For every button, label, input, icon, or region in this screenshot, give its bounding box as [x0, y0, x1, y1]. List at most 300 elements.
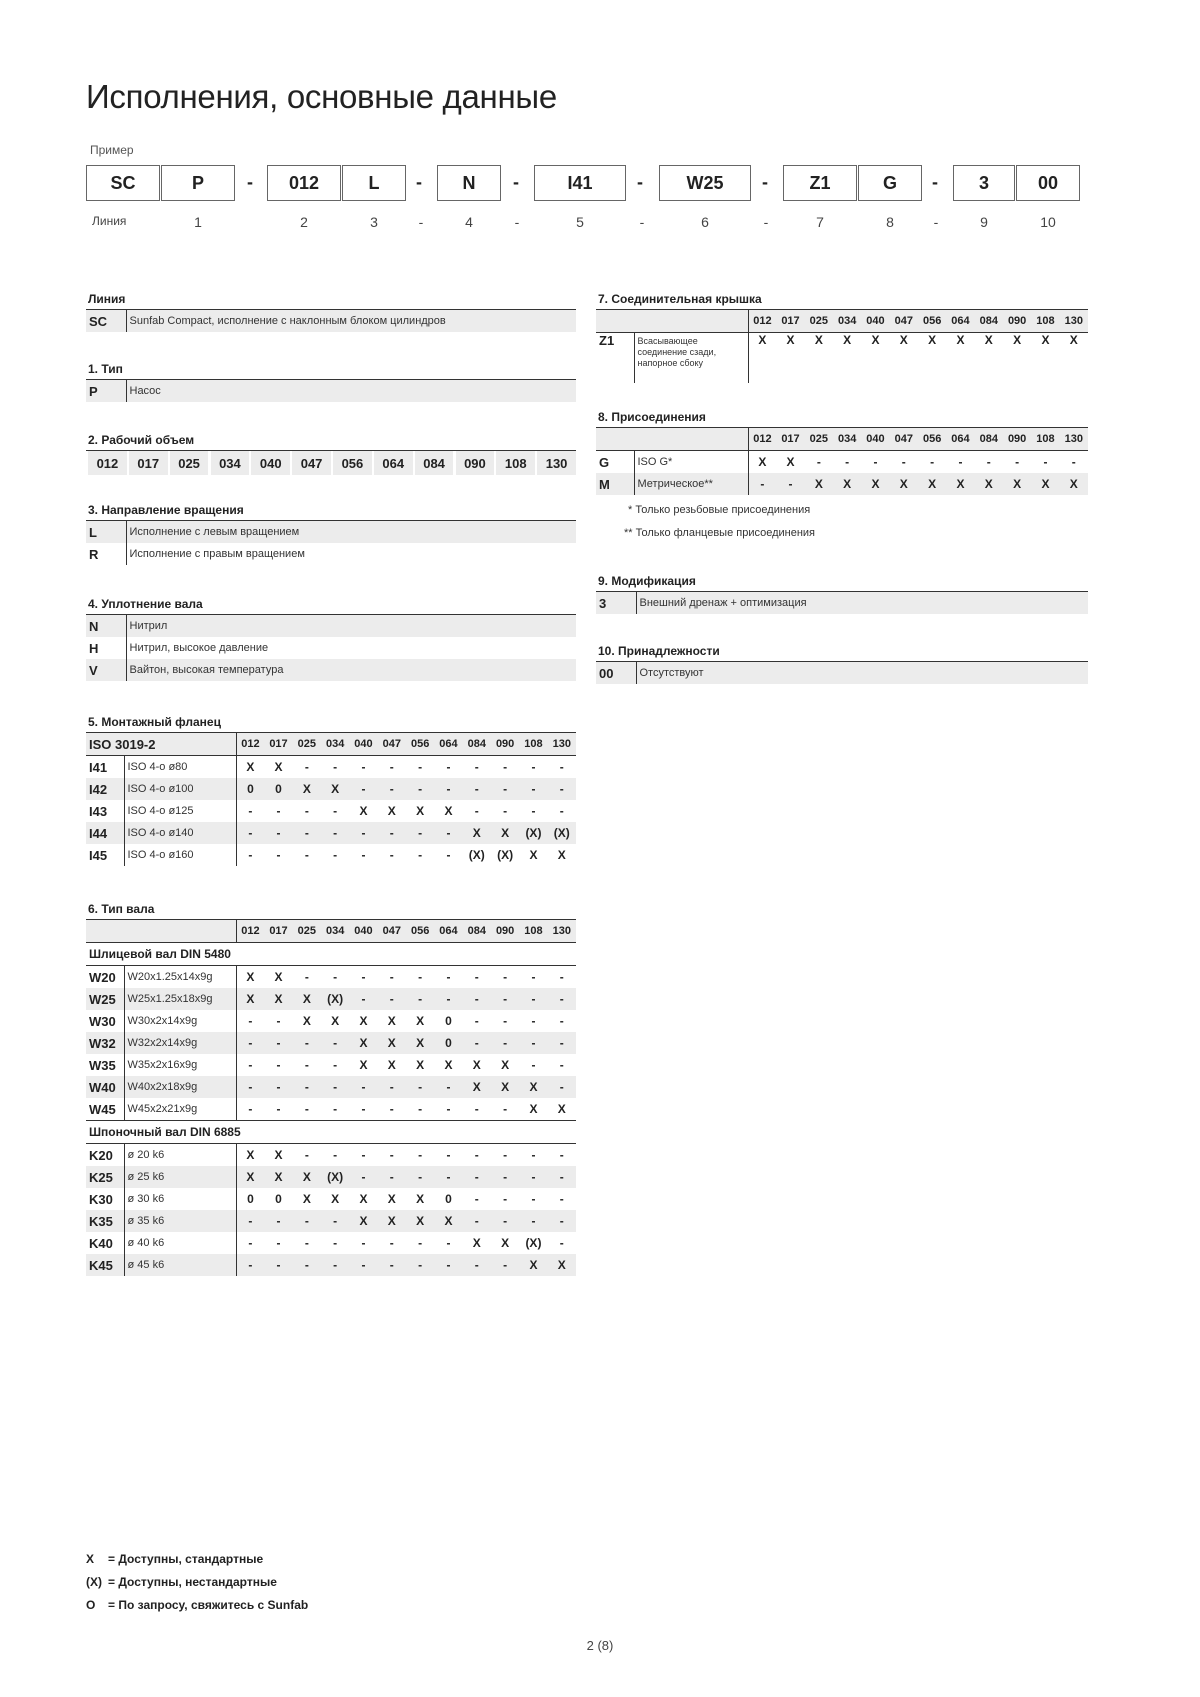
option-code: W30	[89, 1013, 116, 1029]
availability-mark: -	[748, 473, 776, 495]
availability-mark: -	[389, 760, 394, 774]
availability-mark: X	[359, 1058, 368, 1072]
option-code: I43	[89, 803, 108, 819]
code-box-volume: 012	[267, 165, 341, 201]
page-number: 2 (8)	[586, 1638, 614, 1653]
availability-mark: -	[349, 988, 377, 1010]
size-header: 056	[918, 310, 946, 333]
availability-mark: X	[406, 1210, 434, 1232]
availability-mark: X	[274, 760, 283, 774]
option-description: Вайтон, высокая температура	[126, 659, 576, 681]
availability-mark: X	[321, 778, 349, 800]
availability-mark: -	[333, 1058, 338, 1072]
cover-table	[596, 309, 1088, 383]
availability-mark: -	[559, 1236, 564, 1250]
availability-mark: X	[975, 473, 1003, 495]
code-position-label: -	[933, 214, 939, 230]
availability-mark: -	[503, 1192, 508, 1206]
availability-mark: X	[1069, 333, 1078, 347]
availability-mark: -	[434, 1166, 462, 1188]
option-description: Sunfab Compact, исполнение с наклонным блоком цилиндров	[126, 310, 576, 333]
section-title-connection: 8. Присоединения	[598, 410, 706, 424]
availability-mark: -	[321, 1254, 349, 1276]
size-header: 040	[349, 920, 377, 943]
availability-mark: -	[474, 1192, 479, 1206]
option-description: ISO G*	[634, 451, 748, 474]
option-code: N	[86, 615, 126, 638]
availability-mark: X	[501, 1236, 510, 1250]
size-header: 056	[918, 428, 946, 451]
availability-mark: -	[519, 778, 547, 800]
size-header: 084	[463, 920, 491, 943]
availability-mark: X	[463, 1076, 491, 1098]
table-row	[86, 1232, 576, 1254]
code-box-shaft: W25	[659, 165, 751, 201]
option-code: H	[89, 640, 99, 656]
availability-mark: -	[491, 988, 519, 1010]
availability-mark: -	[276, 1058, 281, 1072]
availability-mark: -	[548, 988, 576, 1010]
table-row	[86, 1076, 576, 1098]
availability-mark: -	[873, 455, 878, 469]
availability-mark: X	[264, 988, 292, 1010]
availability-mark: -	[361, 848, 366, 862]
option-code: 00	[596, 662, 636, 685]
availability-mark: -	[304, 1236, 309, 1250]
option-description: ø 45 k6	[124, 1254, 236, 1276]
code-dash: -	[513, 172, 519, 192]
option-code: W25	[86, 988, 124, 1010]
availability-mark: -	[548, 1210, 576, 1232]
availability-mark: X	[491, 1076, 519, 1098]
size-header: 090	[1003, 310, 1031, 333]
availability-mark: -	[406, 1254, 434, 1276]
option-description: Отсутствуют	[636, 662, 1088, 685]
code-box-accessories: 00	[1016, 165, 1080, 201]
option-code: K25	[86, 1166, 124, 1188]
connection-table	[596, 427, 1088, 495]
code-box-flange: I41	[534, 165, 626, 201]
volume-size-cell: 056	[331, 451, 372, 475]
availability-mark: -	[930, 455, 935, 469]
availability-mark: X	[416, 1192, 425, 1206]
option-description: Исполнение с левым вращением	[126, 521, 576, 544]
availability-mark: X	[491, 822, 519, 844]
legend-text: = Доступны, стандартные	[108, 1552, 264, 1566]
size-header: 012	[748, 428, 776, 451]
availability-mark: -	[463, 778, 491, 800]
code-box-line: SC	[86, 165, 160, 201]
line-table	[86, 309, 576, 332]
availability-mark: X	[349, 1210, 377, 1232]
option-code: V	[86, 659, 126, 681]
availability-mark: -	[276, 1014, 281, 1028]
table-subheading-row	[86, 943, 576, 966]
volume-size-cell: 040	[249, 451, 290, 475]
table-header-row	[596, 428, 1088, 451]
option-code: SC	[86, 310, 126, 333]
option-description: W32x2x14x9g	[124, 1032, 236, 1054]
code-box-rotation: L	[342, 165, 406, 201]
availability-mark: -	[321, 1210, 349, 1232]
availability-mark: -	[418, 1148, 423, 1162]
availability-mark: X	[1041, 333, 1050, 347]
availability-mark: X	[984, 333, 993, 347]
size-header: 047	[890, 428, 918, 451]
availability-mark: -	[776, 473, 804, 495]
availability-mark: -	[389, 970, 394, 984]
option-code: W40	[86, 1076, 124, 1098]
availability-mark: X	[434, 1210, 462, 1232]
availability-mark: -	[446, 1236, 451, 1250]
availability-mark: X	[406, 1032, 434, 1054]
section-title-seal: 4. Уплотнение вала	[88, 597, 203, 611]
availability-mark: X	[918, 473, 946, 495]
availability-mark: -	[559, 1058, 564, 1072]
footnote: ** Только фланцевые присоединения	[624, 527, 816, 539]
availability-mark: X	[274, 970, 283, 984]
availability-mark: -	[378, 778, 406, 800]
availability-mark: -	[559, 804, 564, 818]
size-header: 025	[293, 920, 321, 943]
availability-mark: (X)	[468, 848, 485, 862]
availability-mark: -	[276, 1236, 281, 1250]
availability-mark: -	[361, 1148, 366, 1162]
availability-mark: -	[418, 1102, 423, 1116]
availability-mark: -	[236, 1098, 264, 1121]
availability-mark: -	[446, 1148, 451, 1162]
availability-mark: -	[418, 970, 423, 984]
availability-mark: X	[805, 473, 833, 495]
type-table	[86, 379, 576, 402]
table-row	[86, 1098, 576, 1121]
availability-mark: -	[434, 1076, 462, 1098]
availability-mark: X	[871, 333, 880, 347]
availability-mark: -	[519, 1166, 547, 1188]
availability-mark: X	[236, 756, 264, 779]
size-header: 034	[321, 733, 349, 756]
code-position-label: 2	[300, 214, 308, 230]
code-position-label: 4	[465, 214, 473, 230]
availability-mark: X	[1060, 473, 1088, 495]
option-code: W32	[86, 1032, 124, 1054]
size-header: 034	[321, 920, 349, 943]
option-description: ISO 4-о ø140	[124, 822, 236, 844]
code-position-label: Линия	[92, 214, 127, 228]
availability-mark: X	[349, 1032, 377, 1054]
availability-mark: -	[304, 1058, 309, 1072]
availability-mark: -	[333, 970, 338, 984]
option-code: W45	[89, 1101, 116, 1117]
option-description: ø 25 k6	[124, 1166, 236, 1188]
availability-mark: X	[843, 333, 852, 347]
seal-table	[86, 614, 576, 681]
availability-mark: (X)	[497, 848, 514, 862]
availability-mark: -	[531, 970, 536, 984]
availability-mark: X	[302, 1014, 311, 1028]
size-header: 017	[776, 310, 804, 333]
option-description: W30x2x14x9g	[124, 1010, 236, 1032]
availability-mark: -	[349, 1166, 377, 1188]
availability-mark: -	[406, 1076, 434, 1098]
availability-mark: X	[274, 1148, 283, 1162]
option-code: R	[89, 546, 99, 562]
rotation-table	[86, 520, 576, 565]
availability-mark: -	[548, 1032, 576, 1054]
availability-mark: X	[359, 1014, 368, 1028]
option-description: ø 40 k6	[124, 1232, 236, 1254]
availability-mark: X	[416, 804, 425, 818]
availability-mark: 0	[275, 1192, 282, 1206]
availability-mark: X	[444, 804, 453, 818]
table-row	[86, 1188, 576, 1210]
size-header: 064	[434, 733, 462, 756]
size-header: 090	[491, 920, 519, 943]
availability-mark: -	[474, 760, 479, 774]
footnote: * Только резьбовые присоединения	[628, 504, 811, 516]
availability-mark: -	[389, 1236, 394, 1250]
availability-mark: X	[928, 333, 937, 347]
availability-mark: -	[474, 804, 479, 818]
accessories-table	[596, 661, 1088, 684]
size-header: 064	[946, 310, 974, 333]
availability-mark: -	[418, 1236, 423, 1250]
availability-mark: X	[387, 804, 396, 818]
availability-mark: -	[463, 1254, 491, 1276]
availability-mark: -	[548, 1166, 576, 1188]
availability-mark: X	[236, 1144, 264, 1167]
section-title-volume: 2. Рабочий объем	[88, 433, 195, 447]
availability-mark: X	[416, 1014, 425, 1028]
availability-mark: -	[845, 455, 850, 469]
availability-mark: -	[389, 848, 394, 862]
size-header: 047	[890, 310, 918, 333]
availability-mark: -	[333, 760, 338, 774]
table-row	[86, 637, 576, 659]
availability-mark: -	[236, 1232, 264, 1254]
availability-mark: (X)	[321, 1166, 349, 1188]
volume-size-cell: 012	[86, 451, 127, 475]
size-header: 012	[236, 920, 264, 943]
availability-mark: -	[434, 822, 462, 844]
availability-mark: X	[236, 988, 264, 1010]
availability-mark: -	[304, 1148, 309, 1162]
availability-mark: -	[519, 1210, 547, 1232]
availability-mark: -	[446, 970, 451, 984]
option-description: W45x2x21x9g	[124, 1098, 236, 1121]
code-box-modification: 3	[953, 165, 1015, 201]
section-title-rotation: 3. Направление вращения	[88, 503, 244, 517]
availability-mark: -	[389, 1102, 394, 1116]
code-dash: -	[932, 172, 938, 192]
volume-size-cell: 064	[372, 451, 413, 475]
table-row	[86, 988, 576, 1010]
availability-mark: -	[321, 822, 349, 844]
table-row	[86, 310, 576, 333]
availability-mark: -	[333, 1236, 338, 1250]
availability-mark: -	[236, 822, 264, 844]
table-row	[86, 659, 576, 681]
availability-mark: X	[833, 473, 861, 495]
availability-mark: X	[557, 1102, 566, 1116]
availability-mark: -	[531, 804, 536, 818]
code-position-label: 3	[370, 214, 378, 230]
availability-mark: -	[548, 778, 576, 800]
availability-mark: -	[361, 970, 366, 984]
volume-size-cell: 025	[168, 451, 209, 475]
option-description: Метрическое**	[634, 473, 748, 495]
code-box-type: P	[161, 165, 235, 201]
option-code: P	[86, 380, 126, 403]
option-description: Внешний дренаж + оптимизация	[636, 592, 1088, 615]
availability-mark: -	[236, 1010, 264, 1032]
option-code: L	[86, 521, 126, 544]
option-description: ø 30 k6	[124, 1188, 236, 1210]
table-subheading-row	[86, 1121, 576, 1144]
size-header: 056	[406, 733, 434, 756]
option-description: ø 35 k6	[124, 1210, 236, 1232]
size-header: 040	[349, 733, 377, 756]
size-header: 084	[975, 310, 1003, 333]
table-row	[86, 1254, 576, 1276]
availability-mark: X	[899, 333, 908, 347]
availability-mark: -	[349, 822, 377, 844]
option-description: W25x1.25x18x9g	[124, 988, 236, 1010]
size-header: 012	[236, 733, 264, 756]
availability-mark: -	[503, 1148, 508, 1162]
shaft-table	[86, 919, 576, 1276]
section-title-modification: 9. Модификация	[598, 574, 696, 588]
code-position-label: 10	[1040, 214, 1056, 230]
option-description: Исполнение с правым вращением	[126, 543, 576, 565]
option-description: W20x1.25x14x9g	[124, 966, 236, 989]
availability-mark: X	[1003, 473, 1031, 495]
availability-mark: -	[418, 760, 423, 774]
availability-mark: -	[378, 1254, 406, 1276]
availability-mark: -	[333, 804, 338, 818]
section-title-type: 1. Тип	[88, 362, 123, 376]
availability-mark: -	[559, 1192, 564, 1206]
volume-size-cell: 034	[209, 451, 250, 475]
availability-mark: -	[304, 760, 309, 774]
table-header-label	[596, 310, 748, 333]
availability-mark: -	[559, 1014, 564, 1028]
size-header: 025	[293, 733, 321, 756]
availability-mark: -	[293, 1254, 321, 1276]
code-position-label: 6	[701, 214, 709, 230]
availability-mark: -	[434, 778, 462, 800]
availability-mark: -	[349, 1076, 377, 1098]
availability-mark: -	[474, 1148, 479, 1162]
option-code: 3	[596, 592, 636, 615]
availability-mark: -	[264, 822, 292, 844]
option-description: ø 20 k6	[124, 1144, 236, 1167]
option-code: M	[596, 473, 634, 495]
section-title-accessories: 10. Принадлежности	[598, 644, 720, 658]
availability-mark: -	[446, 1102, 451, 1116]
availability-mark: X	[293, 988, 321, 1010]
availability-mark: -	[531, 1148, 536, 1162]
availability-mark: -	[816, 455, 821, 469]
availability-mark: X	[359, 804, 368, 818]
availability-mark: X	[378, 1032, 406, 1054]
legend-symbol: (X)	[86, 1575, 102, 1589]
availability-mark: X	[463, 822, 491, 844]
size-header: 130	[1060, 310, 1088, 333]
availability-mark: -	[361, 1236, 366, 1250]
availability-mark: X	[236, 966, 264, 989]
availability-mark: -	[531, 1058, 536, 1072]
size-header: 034	[833, 428, 861, 451]
availability-mark: -	[406, 1166, 434, 1188]
size-header: 108	[519, 920, 547, 943]
code-position-label: -	[763, 214, 769, 230]
availability-mark: 0	[236, 778, 264, 800]
availability-mark: -	[1015, 455, 1020, 469]
availability-mark: 0	[445, 1192, 452, 1206]
availability-mark: -	[333, 1148, 338, 1162]
table-row	[86, 1032, 576, 1054]
availability-mark: -	[236, 1054, 264, 1076]
code-position-label: -	[418, 214, 424, 230]
size-header: 040	[861, 310, 889, 333]
size-header: 040	[861, 428, 889, 451]
code-dash: -	[762, 172, 768, 192]
size-header: 012	[748, 310, 776, 333]
modification-table	[596, 591, 1088, 614]
code-position-label: -	[514, 214, 520, 230]
availability-mark: -	[463, 1032, 491, 1054]
availability-mark: X	[890, 473, 918, 495]
availability-mark: -	[276, 848, 281, 862]
availability-mark: X	[293, 778, 321, 800]
availability-mark: -	[463, 1166, 491, 1188]
table-row	[86, 966, 576, 989]
availability-mark: -	[503, 804, 508, 818]
availability-mark: X	[472, 1058, 481, 1072]
availability-mark: X	[1013, 333, 1022, 347]
availability-mark: -	[434, 988, 462, 1010]
availability-mark: X	[519, 1076, 547, 1098]
availability-mark: -	[491, 1254, 519, 1276]
code-box-seal: N	[437, 165, 501, 201]
table-row	[86, 1010, 576, 1032]
option-description: ISO 4-о ø80	[124, 756, 236, 779]
option-code: K30	[89, 1191, 113, 1207]
availability-mark: -	[236, 800, 264, 822]
availability-mark: -	[474, 1102, 479, 1116]
option-code: I41	[89, 759, 108, 775]
availability-mark: -	[349, 1254, 377, 1276]
size-header: 130	[548, 733, 576, 756]
availability-mark: -	[304, 804, 309, 818]
availability-mark: X	[956, 333, 965, 347]
volume-size-cell: 047	[290, 451, 331, 475]
table-row	[86, 1166, 576, 1188]
option-code: K40	[89, 1235, 113, 1251]
availability-mark: -	[406, 778, 434, 800]
table-row	[86, 380, 576, 403]
availability-mark: -	[446, 848, 451, 862]
table-header-label	[86, 920, 236, 943]
table-row	[86, 615, 576, 638]
example-label: Пример	[90, 143, 134, 157]
availability-mark: X	[359, 1192, 368, 1206]
code-position-label: 7	[816, 214, 824, 230]
table-row	[86, 1210, 576, 1232]
legend-item	[86, 1598, 308, 1612]
section-title-line: Линия	[88, 292, 126, 306]
